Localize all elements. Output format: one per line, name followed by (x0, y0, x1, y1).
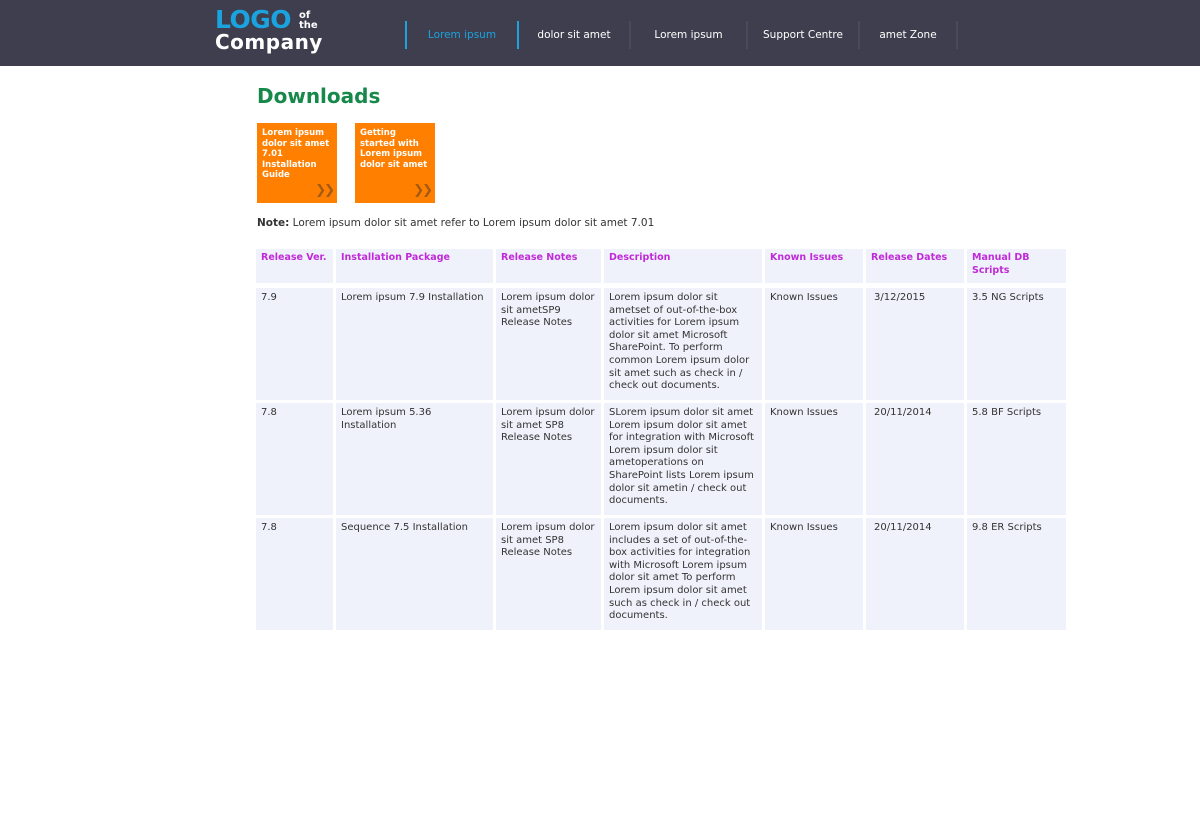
cell-release-ver: 7.9 (256, 288, 333, 400)
nav-item-1[interactable]: Lorem ipsum (427, 29, 497, 41)
cell-release-ver: 7.8 (256, 403, 333, 515)
cell-release-notes[interactable]: Lorem ipsum dolor sit amet SP8 Release Notes (496, 518, 601, 630)
table-row (256, 518, 1066, 630)
cell-installation-package[interactable]: Lorem ipsum 7.9 Installation (336, 288, 493, 400)
double-chevron-right-icon: ❯❯ (413, 183, 431, 198)
cell-release-date: 20/11/2014 (866, 518, 964, 630)
nav-item-2[interactable]: dolor sit amet (537, 29, 611, 41)
header-release-dates: Release Dates (866, 249, 964, 283)
cell-description: Lorem ipsum dolor sit ametset of out-of-the-box activities for Lorem ipsum dolor sit amet Microsoft SharePoint. To perform common Lorem ipsum dolor sit amet such as check in / check out documents. (604, 288, 762, 400)
logo-company-text: Company (215, 30, 323, 54)
double-chevron-right-icon: ❯❯ (315, 183, 333, 198)
note-text (257, 217, 654, 229)
header-release-ver: Release Ver. (256, 249, 333, 283)
header-description: Description (604, 249, 762, 283)
tile-label: Lorem ipsum dolor sit amet 7.01 Installation Guide (262, 128, 330, 180)
nav-item-amet-zone[interactable]: amet Zone (879, 29, 937, 41)
cell-release-notes[interactable]: Lorem ipsum dolor sit ametSP9 Release Notes (496, 288, 601, 400)
cell-known-issues[interactable]: Known Issues (765, 518, 863, 630)
table-row (256, 288, 1066, 400)
header-known-issues: Known Issues (765, 249, 863, 283)
cell-installation-package[interactable]: Lorem ipsum 5.36 Installation (336, 403, 493, 515)
header-installation-package: Installation Package (336, 249, 493, 283)
table-header-row (256, 249, 1066, 283)
cell-db-scripts[interactable]: 9.8 ER Scripts (967, 518, 1066, 630)
header-release-notes: Release Notes (496, 249, 601, 283)
logo-small-line1: of (299, 10, 311, 21)
getting-started-tile[interactable] (355, 123, 435, 203)
logo-small-text (299, 11, 323, 31)
note-body: Lorem ipsum dolor sit amet refer to Lorem ipsum dolor sit amet 7.01 (289, 217, 655, 229)
cell-release-notes[interactable]: Lorem ipsum dolor sit amet SP8 Release Notes (496, 403, 601, 515)
cell-installation-package[interactable]: Sequence 7.5 Installation (336, 518, 493, 630)
cell-db-scripts[interactable]: 3.5 NG Scripts (967, 288, 1066, 400)
note-label: Note: (257, 217, 290, 229)
nav-item-support-centre[interactable]: Support Centre (763, 29, 843, 41)
cell-release-date: 20/11/2014 (866, 403, 964, 515)
nav-item-3[interactable]: Lorem ipsum (654, 29, 723, 41)
cell-db-scripts[interactable]: 5.8 BF Scripts (967, 403, 1066, 515)
table-row (256, 403, 1066, 515)
top-header (0, 0, 1200, 66)
cell-description: Lorem ipsum dolor sit amet includes a set of out-of-the-box activities for integration with Microsoft Lorem ipsum dolor sit amet To perform Lorem ipsum dolor sit amet such as check in / check out documents. (604, 518, 762, 630)
page-title: Downloads (257, 84, 381, 108)
cell-description: SLorem ipsum dolor sit amet Lorem ipsum dolor sit amet for integration with Microsoft Lorem ipsum dolor sit ametoperations on SharePoint lists Lorem ipsum dolor sit ametin / check out documents. (604, 403, 762, 515)
installation-guide-tile[interactable] (257, 123, 337, 203)
cell-known-issues[interactable]: Known Issues (765, 288, 863, 400)
logo-small-line2: the (299, 20, 318, 31)
cell-release-date: 3/12/2015 (866, 288, 964, 400)
cell-release-ver: 7.8 (256, 518, 333, 630)
main-nav (405, 21, 958, 49)
company-logo[interactable] (215, 7, 325, 57)
nav-separator (956, 21, 958, 49)
logo-big-text: LOGO (215, 5, 292, 34)
cell-known-issues[interactable]: Known Issues (765, 403, 863, 515)
header-manual-db-scripts: Manual DB Scripts (967, 249, 1066, 283)
tile-label: Getting started with Lorem ipsum dolor sit amet (360, 128, 428, 170)
